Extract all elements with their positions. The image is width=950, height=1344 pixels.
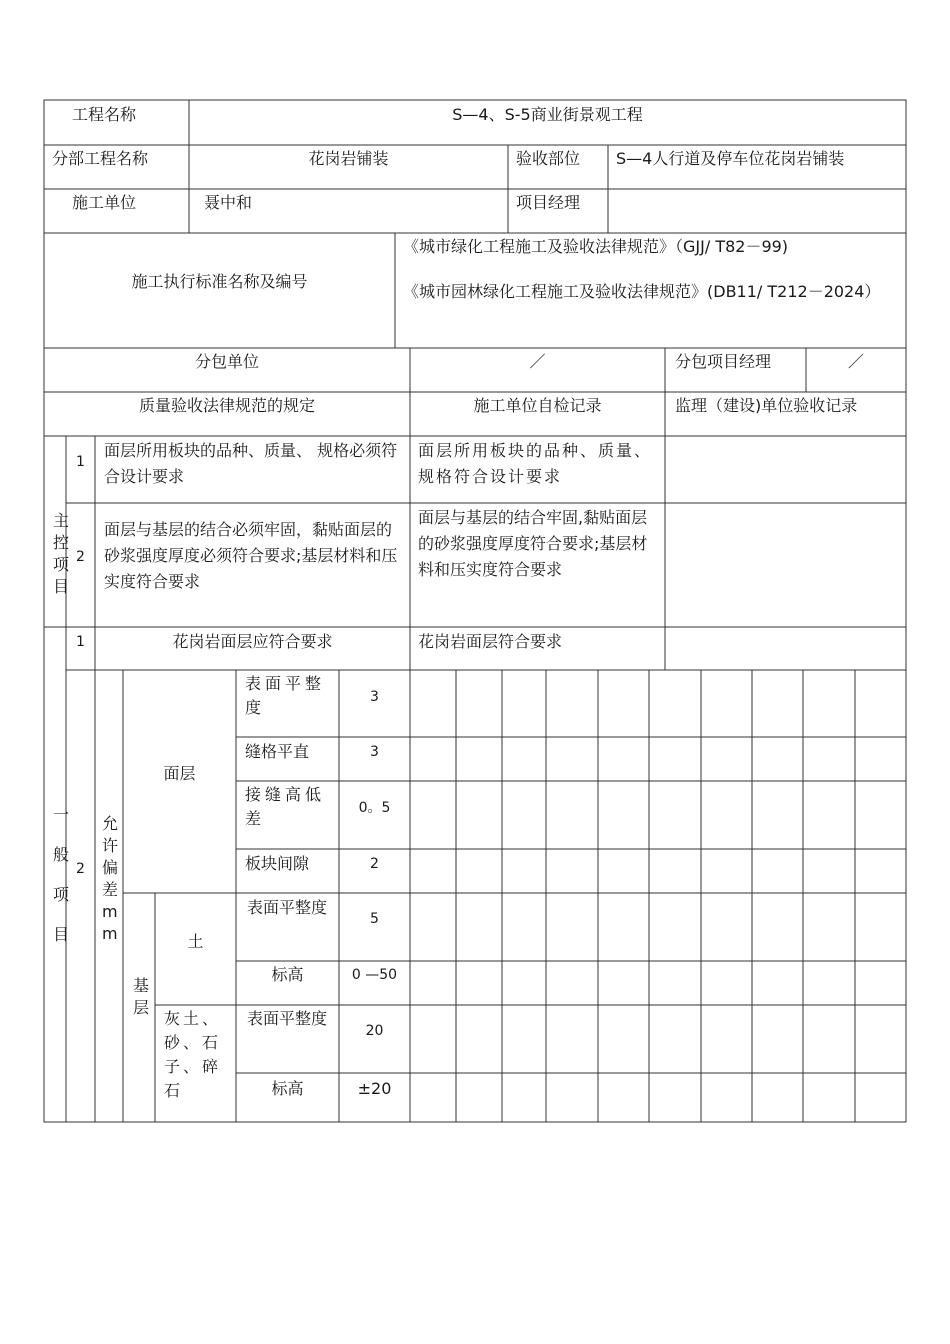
general-item-1-rule: 花岗岩面层应符合要求 [172,632,333,651]
acceptance-part-value: S—4人行道及停车位花岗岩铺装 [616,149,845,168]
main-item-1-record: 面层所用板块的品种、质量、 规格符合设计要求 [418,441,653,486]
lime-row-2-value: ±20 [357,1079,392,1098]
col-quality-rules: 质量验收法律规范的规定 [138,396,315,415]
project-name-value: S—4、S-5商业街景观工程 [452,105,643,124]
subcontractor-label: 分包单位 [194,352,259,371]
surface-row-3-value: 0。5 [358,800,391,816]
sub-project-value: 花岗岩铺装 [308,149,389,168]
lime-row-1-name: 表面平整度 [246,1009,327,1028]
surface-row-1-name: 表面平整度 [245,674,326,717]
base-layer-label: 基层 [133,976,150,1017]
col-self-check: 施工单位自检记录 [473,396,602,415]
surface-row-2-name: 缝格平直 [245,742,310,761]
main-item-2-rule: 面层与基层的结合必须牢固，黏贴面层的砂浆强度厚度必须符合要求;基层材料和压实度符合要求 [104,520,398,591]
lime-label: 灰土、砂、石子、碎石 [164,1009,222,1100]
standard-line-1: 《城市绿化工程施工及验收法律规范》（GJJ/ T82－99) [403,237,789,256]
contractor-label: 施工单位 [72,193,137,212]
project-name-label: 工程名称 [72,105,137,124]
sub-manager-label: 分包项目经理 [675,352,772,371]
soil-row-2-value: 0 —50 [351,967,398,983]
surface-layer-label: 面层 [163,764,196,783]
surface-row-3-name: 接缝高低差 [245,785,326,828]
surface-row-4-value: 2 [370,856,379,872]
standard-label: 施工执行标准名称及编号 [131,272,308,291]
soil-label: 土 [187,932,204,951]
main-item-1-rule: 面层所用板块的品种、质量、 规格必须符合设计要求 [104,441,398,486]
surface-row-4-name: 板块间隙 [245,854,310,873]
soil-row-1-name: 表面平整度 [246,898,327,917]
standard-line-2: 《城市园林绿化工程施工及验收法律规范》(DB11/ T212－2024） [403,282,881,301]
tolerance-label: 允许偏差mm [102,814,119,943]
contractor-value: 聂中和 [204,193,253,212]
main-control-label: 主控项目 [53,511,70,596]
main-item-2-record: 面层与基层的结合牢固,黏贴面层的砂浆强度厚度符合要求;基层材料和压实度符合要求 [418,508,648,579]
main-item-1-no: 1 [76,454,85,470]
col-supervision: 监理（建设)单位验收记录 [675,396,858,415]
subcontractor-value: ／ [529,352,546,371]
lime-row-2-name: 标高 [271,1079,304,1098]
soil-row-1-value: 5 [370,911,379,927]
soil-row-2-name: 标高 [271,965,304,984]
lime-row-1-value: 20 [365,1023,384,1039]
sub-manager-value: ／ [847,352,864,371]
general-item-1-no: 1 [76,634,85,650]
surface-row-2-value: 3 [370,744,379,760]
general-label: 一般项目 [53,805,70,944]
main-item-2-no: 2 [76,549,85,565]
general-item-2-no: 2 [76,861,85,877]
project-manager-label: 项目经理 [516,193,581,212]
acceptance-part-label: 验收部位 [516,149,581,168]
general-item-1-record: 花岗岩面层符合要求 [418,632,563,651]
sub-project-label: 分部工程名称 [52,149,149,168]
surface-row-1-value: 3 [370,689,379,705]
